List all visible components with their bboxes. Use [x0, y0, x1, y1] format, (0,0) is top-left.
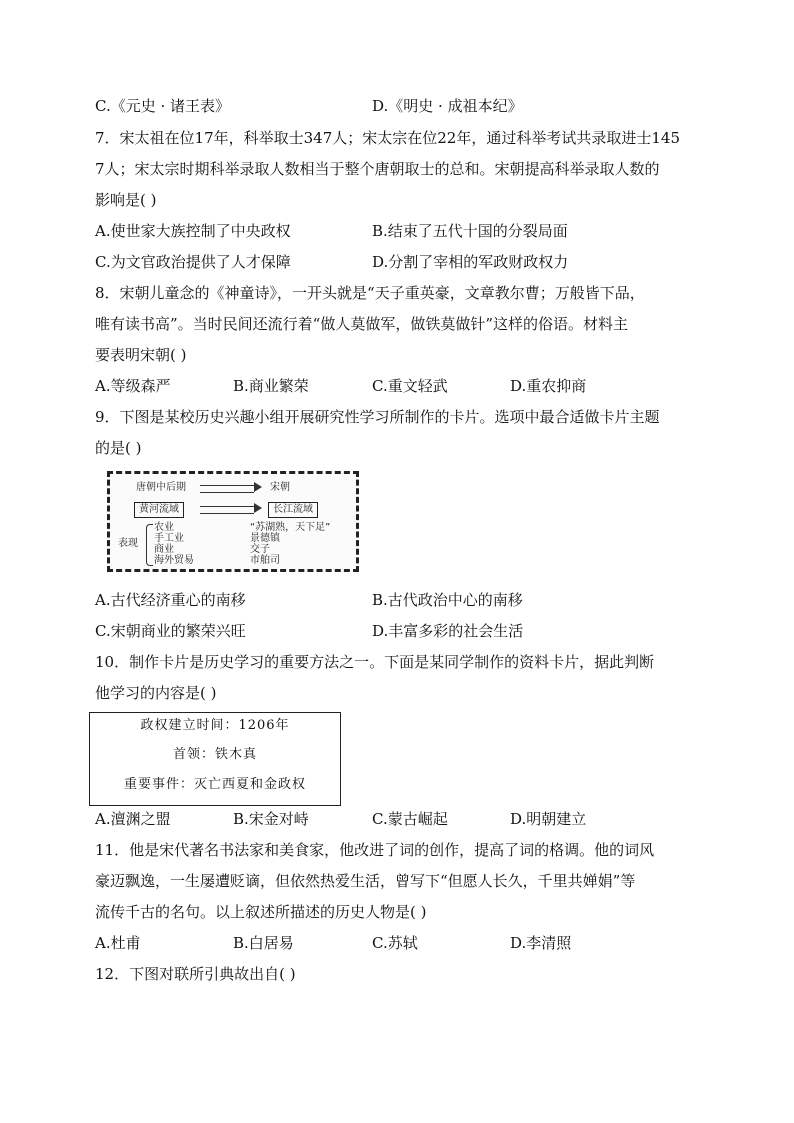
q9-label: 表现 [118, 538, 138, 549]
q9-period-arrow [200, 485, 254, 493]
q9-diagram-card [107, 471, 359, 572]
q7-option-b: B.结束了五代十国的分裂局面 [372, 222, 568, 240]
q8-stem-line-3: 要表明宋朝( ) [95, 346, 187, 364]
q9-example-3: 市舶司 [250, 555, 280, 566]
q11-option-a: A.杜甫 [95, 934, 141, 952]
q9-sector-4: 海外贸易 [154, 555, 194, 566]
q9-brace [146, 524, 153, 566]
q10-option-b: B.宋金对峙 [233, 810, 309, 828]
q9-to-period: 宋朝 [270, 482, 290, 493]
q11-stem-line-2: 豪迈飘逸，一生屡遭贬谪，但依然热爱生活，曾写下“但愿人长久，千里共婵娟”等 [95, 872, 636, 890]
q9-from-region: 黄河流域 [134, 502, 184, 518]
q6-option-c: C.《元史 · 诸王表》 [95, 97, 231, 115]
q6-option-d: D.《明史 · 成祖本纪》 [372, 97, 523, 115]
q9-saying: “苏湖熟，天下足” [250, 522, 331, 533]
q9-to-region: 长江流域 [268, 502, 318, 518]
q7-stem-line-3: 影响是( ) [95, 191, 157, 209]
q10-card-line-2: 首领：铁木真 [172, 747, 257, 762]
q8-option-a: A.等级森严 [95, 377, 171, 395]
q10-option-c: C.蒙古崛起 [372, 810, 448, 828]
q10-card-line-3: 重要事件：灭亡西夏和金政权 [123, 777, 306, 792]
q9-option-c: C.宋朝商业的繁荣兴旺 [95, 622, 246, 640]
q9-from-period: 唐朝中后期 [136, 482, 186, 493]
q7-option-d: D.分割了宰相的军政财政权力 [372, 253, 569, 271]
q9-sector-2: 手工业 [154, 533, 184, 544]
q8-stem-line-2: 唯有读书高”。当时民间还流行着“做人莫做军，做铁莫做针”这样的俗语。材料主 [95, 315, 629, 333]
q12-stem-line-1: 12．下图对联所引典故出自( ) [95, 965, 296, 983]
q9-sector-3: 商业 [154, 544, 174, 555]
q11-stem-line-1: 11．他是宋代著名书法家和美食家，他改进了词的创作，提高了词的格调。他的词风 [95, 841, 655, 859]
q10-option-a: A.澶渊之盟 [95, 810, 171, 828]
q8-option-d: D.重农抑商 [510, 377, 587, 395]
q11-stem-line-3: 流传千古的名句。以上叙述所描述的历史人物是( ) [95, 903, 427, 921]
q10-card-line-1: 政权建立时间：1206年 [140, 718, 290, 733]
q8-stem-line-1: 8．宋朝儿童念的《神童诗》，一开头就是“天子重英豪，文章教尔曹；万般皆下品， [95, 284, 645, 302]
q7-option-c: C.为文官政治提供了人才保障 [95, 253, 291, 271]
q9-example-1: 景德镇 [250, 533, 280, 544]
q9-stem-line-2: 的是( ) [95, 439, 142, 457]
q9-region-arrow [200, 506, 254, 514]
q9-example-2: 交子 [250, 544, 270, 555]
q11-option-c: C.苏轼 [372, 934, 418, 952]
q10-stem-line-2: 他学习的内容是( ) [95, 684, 217, 702]
q9-option-a: A.古代经济重心的南移 [95, 591, 246, 609]
q11-option-d: D.李清照 [510, 934, 572, 952]
q7-option-a: A.使世家大族控制了中央政权 [95, 222, 291, 240]
q10-stem-line-1: 10．制作卡片是历史学习的重要方法之一。下面是某同学制作的资料卡片，据此判断 [95, 653, 655, 671]
q10-option-d: D.明朝建立 [510, 810, 587, 828]
q10-info-card [89, 712, 341, 806]
q9-stem-line-1: 9．下图是某校历史兴趣小组开展研究性学习所制作的卡片。选项中最合适做卡片主题 [95, 408, 660, 426]
q8-option-b: B.商业繁荣 [233, 377, 309, 395]
q9-option-b: B.古代政治中心的南移 [372, 591, 523, 609]
q7-stem-line-2: 7人；宋太宗时期科举录取人数相当于整个唐朝取士的总和。宋朝提高科举录取人数的 [95, 160, 660, 178]
q8-option-c: C.重文轻武 [372, 377, 448, 395]
q9-sector-1: 农业 [154, 522, 174, 533]
q9-option-d: D.丰富多彩的社会生活 [372, 622, 524, 640]
q11-option-b: B.白居易 [233, 934, 294, 952]
q7-stem-line-1: 7．宋太祖在位17年，科举取士347人；宋太宗在位22年，通过科举考试共录取进士145 [95, 129, 680, 147]
